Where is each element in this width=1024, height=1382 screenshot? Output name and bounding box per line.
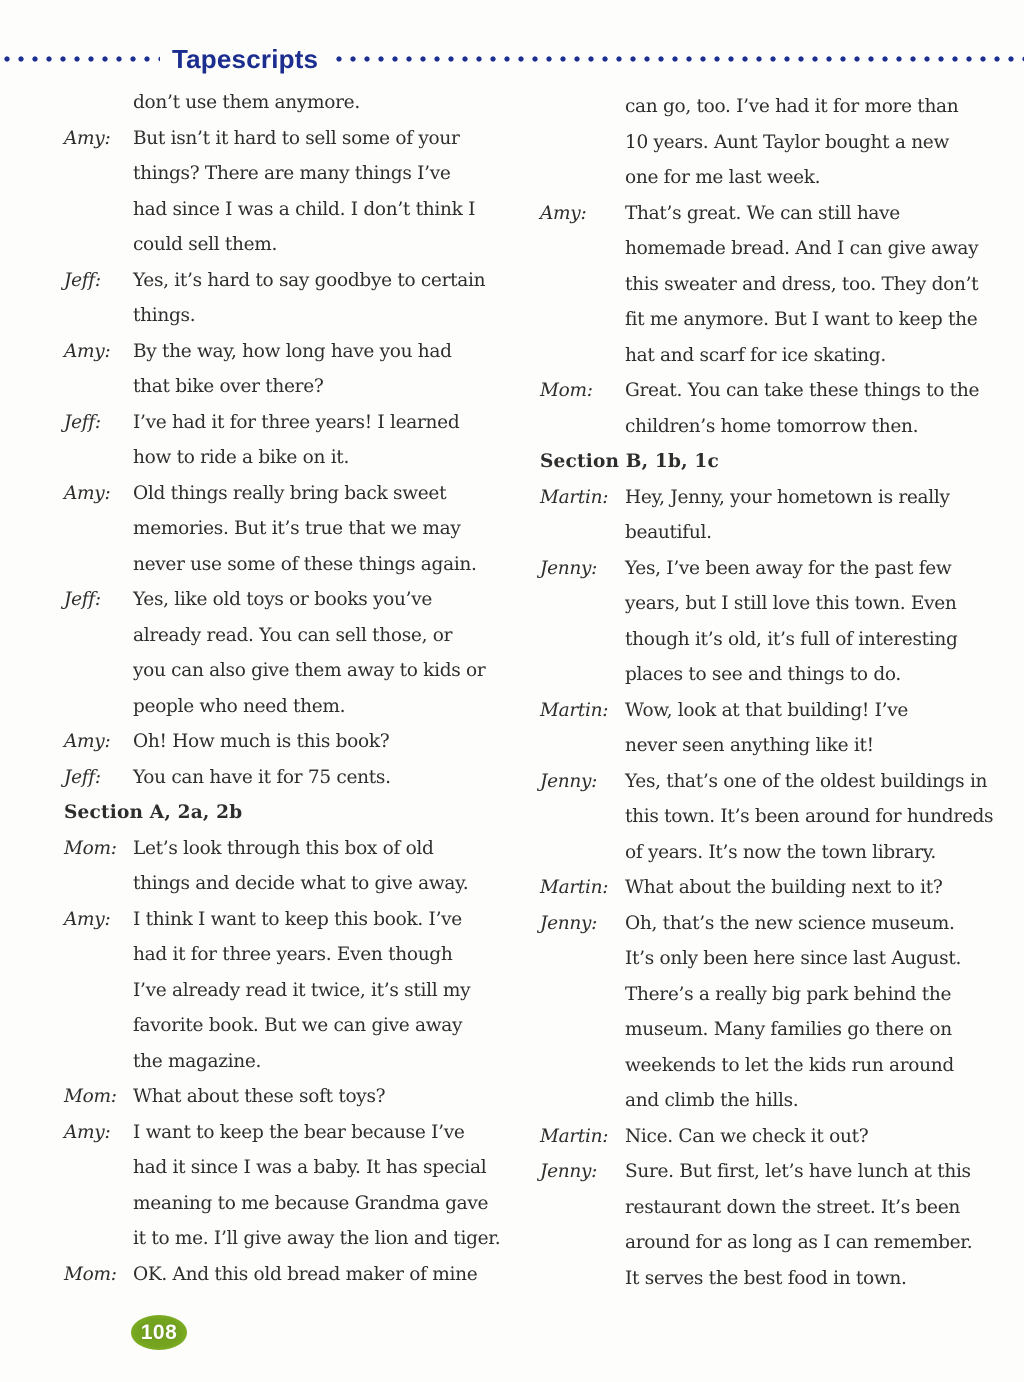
- dialogue-entry: [64, 1257, 526, 1293]
- page-title: Tapescripts: [172, 43, 319, 74]
- dialogue-entry: [64, 760, 526, 796]
- dialogue-text: Old things really bring back sweet memories. But it’s true that we may never use some of these things again.: [133, 482, 477, 575]
- dialogue-text: But isn’t it hard to sell some of your things? There are many things I’ve had since I was a child. I don’t think I could sell them.: [133, 127, 476, 255]
- dialogue-text: What about the building next to it?: [625, 877, 943, 898]
- dialogue-entry: [64, 121, 526, 263]
- dialogue-text: Yes, it’s hard to say goodbye to certain things.: [133, 269, 486, 326]
- transcript-column-left: [64, 85, 526, 1292]
- speaker-label: Amy:: [540, 202, 587, 224]
- dialogue-text: By the way, how long have you had that bike over there?: [133, 340, 452, 397]
- speaker-label: Jeff:: [64, 269, 101, 291]
- dialogue-entry: [540, 764, 1012, 871]
- speaker-label: Mom:: [64, 837, 117, 859]
- speaker-label: Jeff:: [64, 766, 101, 788]
- dialogue-entry: [64, 263, 526, 334]
- dialogue-entry: [64, 831, 526, 902]
- dialogue-entry: [540, 480, 1012, 551]
- section-heading: Section A, 2a, 2b: [64, 802, 243, 823]
- speaker-label: Martin:: [540, 877, 609, 898]
- dialogue-text: don’t use them anymore.: [133, 92, 360, 113]
- dialogue-entry: [540, 551, 1012, 693]
- dialogue-entry: [540, 89, 1012, 196]
- dialogue-entry: [540, 373, 1012, 444]
- dotted-rule-left-icon: [0, 53, 160, 65]
- page-number-badge: 108: [131, 1315, 187, 1350]
- dialogue-text: Let’s look through this box of old things and decide what to give away.: [133, 837, 469, 894]
- dialogue-entry: [64, 476, 526, 583]
- dialogue-text: Nice. Can we check it out?: [625, 1125, 869, 1147]
- speaker-label: Amy:: [64, 127, 111, 149]
- section-heading: Section B, 1b, 1c: [540, 451, 719, 472]
- dialogue-text: Oh! How much is this book?: [133, 731, 390, 752]
- dialogue-entry: [540, 1154, 1012, 1296]
- dialogue-entry: [540, 906, 1012, 1119]
- dialogue-text: OK. And this old bread maker of mine: [133, 1263, 478, 1285]
- dialogue-text: Yes, that’s one of the oldest buildings in this town. It’s been around for hundreds of years. It’s now the town library.: [625, 770, 994, 863]
- speaker-label: Jeff:: [64, 411, 101, 433]
- dialogue-text: Hey, Jenny, your hometown is really beautiful.: [625, 486, 950, 543]
- dialogue-entry: [540, 693, 1012, 764]
- speaker-label: Mom:: [64, 1263, 117, 1285]
- dialogue-text: Oh, that’s the new science museum. It’s only been here since last August. There’s a really big park behind the museum. Many families go there on weekends to let the kids run around and climb the hills.: [625, 912, 962, 1111]
- dialogue-entry: [540, 196, 1012, 374]
- speaker-label: Martin:: [540, 1125, 609, 1147]
- dialogue-entry: [64, 1079, 526, 1115]
- dialogue-text: can go, too. I’ve had it for more than 10 years. Aunt Taylor bought a new one for me last week.: [625, 96, 959, 188]
- dialogue-text: Yes, like old toys or books you’ve already read. You can sell those, or you can also give them away to kids or people who need them.: [133, 589, 486, 717]
- dialogue-entry: [540, 870, 1012, 906]
- speaker-label: Jenny:: [540, 912, 598, 934]
- dialogue-entry: [64, 902, 526, 1080]
- speaker-label: Amy:: [64, 908, 111, 930]
- transcript-column-right: [540, 89, 1012, 1296]
- dialogue-entry: [64, 405, 526, 476]
- dialogue-text: Wow, look at that building! I’ve never seen anything like it!: [625, 699, 909, 756]
- dialogue-entry: [64, 85, 526, 121]
- dialogue-entry: [64, 582, 526, 724]
- speaker-label: Jenny:: [540, 1161, 598, 1182]
- dialogue-text: What about these soft toys?: [133, 1086, 386, 1107]
- dialogue-text: Yes, I’ve been away for the past few years, but I still love this town. Even though it’s old, it’s full of interesting places to see and things to do.: [625, 557, 958, 685]
- dialogue-entry: [64, 1115, 526, 1257]
- dotted-rule-right-icon: [332, 53, 1024, 65]
- speaker-label: Amy:: [64, 1121, 111, 1143]
- dialogue-entry: [64, 334, 526, 405]
- speaker-label: Mom:: [540, 380, 593, 401]
- speaker-label: Jeff:: [64, 589, 101, 610]
- speaker-label: Martin:: [540, 699, 609, 721]
- speaker-label: Mom:: [64, 1086, 117, 1107]
- dialogue-text: Sure. But first, let’s have lunch at this restaurant down the street. It’s been around for as long as I can remember. It serves the best food in town.: [625, 1161, 973, 1289]
- dialogue-text: Great. You can take these things to the children’s home tomorrow then.: [625, 380, 980, 437]
- speaker-label: Amy:: [64, 340, 111, 362]
- page-header: [0, 42, 1024, 76]
- speaker-label: Amy:: [64, 731, 111, 752]
- dialogue-text: That’s great. We can still have homemade bread. And I can give away this sweater and dress, too. They don’t fit me anymore. But I want to keep the hat and scarf for ice skating.: [625, 202, 979, 366]
- speaker-label: Jenny:: [540, 770, 598, 792]
- dialogue-entry: [540, 1119, 1012, 1155]
- speaker-label: Jenny:: [540, 557, 598, 579]
- speaker-label: Martin:: [540, 486, 609, 508]
- dialogue-text: I think I want to keep this book. I’ve had it for three years. Even though I’ve already read it twice, it’s still my favorite book. But we can give away the magazine.: [133, 908, 471, 1072]
- dialogue-text: I want to keep the bear because I’ve had it since I was a baby. It has special meaning to me because Grandma gave it to me. I’ll give away the lion and tiger.: [133, 1121, 501, 1249]
- dialogue-entry: [64, 724, 526, 760]
- dialogue-text: You can have it for 75 cents.: [133, 766, 391, 788]
- dialogue-text: I’ve had it for three years! I learned how to ride a bike on it.: [133, 411, 460, 468]
- speaker-label: Amy:: [64, 482, 111, 504]
